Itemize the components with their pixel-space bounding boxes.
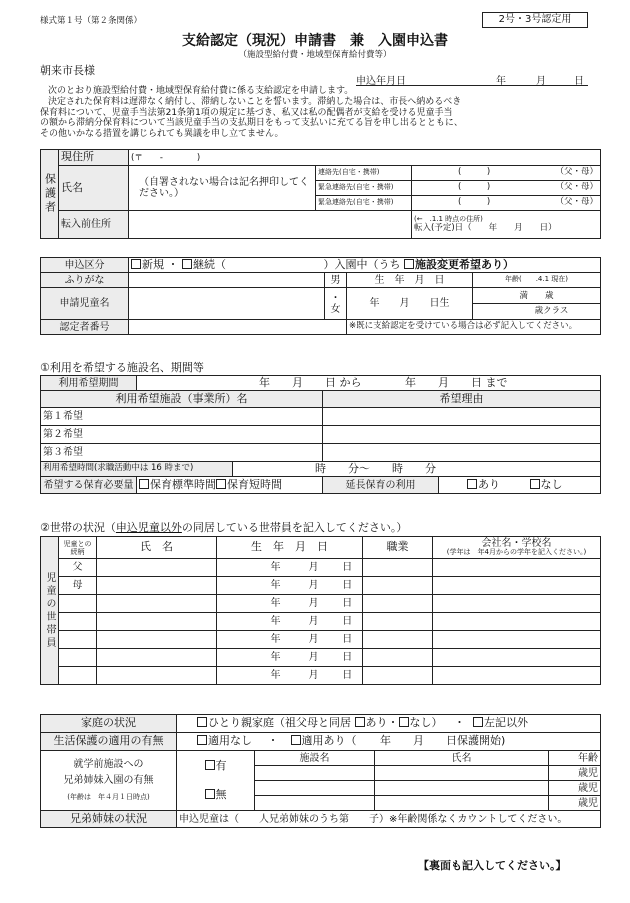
welfare-label: 生活保護の適用の有無: [41, 733, 177, 751]
household-row[interactable]: 年 月 日: [41, 667, 601, 685]
family-status-field[interactable]: ひとり親家庭（祖父母と同居 あり・ なし） ・ 左記以外: [177, 715, 601, 733]
previous-address-note[interactable]: (← .1.1 時点の住所) 転入(予定)日（ 年 月 日）: [412, 211, 601, 239]
sibling-age-header: 年齢: [549, 751, 601, 766]
sibling-yes-option[interactable]: 有: [177, 751, 255, 781]
guardian-name-field[interactable]: （自署されない場合は記名押印してください。）: [129, 166, 316, 211]
name-header: 氏 名: [97, 537, 217, 559]
section2-heading: ②世帯の状況（申込児童以外の同居している世帯員を記入してください。）: [40, 521, 408, 534]
child-name-label: 申請児童名: [41, 288, 129, 320]
emergency-contact-label-2: 緊急連絡先(自宅・携帯): [316, 196, 412, 211]
hours-field[interactable]: 時 分〜 時 分: [233, 462, 601, 477]
sibling-age-field[interactable]: 歳児: [549, 781, 601, 796]
application-type-label: 申込区分: [41, 258, 129, 273]
form-number: 様式第１号（第２条関係）: [40, 16, 143, 26]
grandparents-no-checkbox[interactable]: [399, 717, 409, 727]
sibling-facility-header: 施設名: [255, 751, 375, 766]
family-status-label: 家庭の状況: [41, 715, 177, 733]
certification-number-field[interactable]: [129, 320, 347, 335]
certification-type-box: 2号・3号認定用: [482, 12, 588, 28]
contact-label: 連絡先(自宅・携帯): [316, 166, 412, 181]
period-label: 利用希望期間: [41, 376, 137, 391]
second-reason-field[interactable]: [323, 426, 601, 444]
section1-heading: ①利用を希望する施設名、期間等: [40, 361, 204, 374]
sibling-facility-field[interactable]: [255, 796, 375, 811]
child-info-table: [40, 257, 601, 335]
sibling-name-field[interactable]: [375, 781, 549, 796]
welfare-none-checkbox[interactable]: [197, 735, 207, 745]
addressee: 朝来市長様: [40, 64, 95, 77]
previous-address-label: 転入前住所: [59, 211, 129, 239]
care-need-field[interactable]: 保育標準時間 保育短時間: [137, 477, 323, 494]
reason-header: 希望理由: [323, 391, 601, 408]
emergency-contact-label-1: 緊急連絡先(自宅・携帯): [316, 181, 412, 196]
current-address-field[interactable]: (〒 - ): [129, 150, 601, 166]
extended-no-checkbox[interactable]: [530, 479, 540, 489]
declaration-text: 次のとおり施設型給付費・地域型保育給付費に係る支給認定を申請します。 決定された保育料は遅滞なく納付し、滞納しないことを誓います。滞納した場合は、市長へ納めるべき 保育料について、児童手当法第21条第1項の規定に基づき、私又は私の配偶者が支給を受ける児童手当 の額から滞納分保育料について当該児童手当の支払期日をもって支払いに充てる旨を申し出るとともに、 その他いかなる措置を講じられても異議を申し立てません。: [40, 86, 463, 140]
footer-note: 【裏面も記入してください。】: [418, 859, 567, 872]
short-hours-checkbox[interactable]: [216, 479, 226, 489]
age-field[interactable]: 満 歳 歳クラス: [473, 288, 601, 320]
extended-care-field[interactable]: あり なし: [439, 477, 601, 494]
household-row[interactable]: 年 月 日: [41, 595, 601, 613]
sibling-facility-field[interactable]: [255, 781, 375, 796]
household-row[interactable]: 年 月 日: [41, 649, 601, 667]
household-row[interactable]: 母 年 月 日: [41, 577, 601, 595]
single-parent-checkbox[interactable]: [197, 717, 207, 727]
facility-change-checkbox[interactable]: [404, 259, 414, 269]
sibling-age-field[interactable]: 歳児: [549, 766, 601, 781]
household-table: [40, 536, 601, 685]
application-type-field[interactable]: 新規 ・ 継続（ ）入園中（うち 施設変更希望あり）: [129, 258, 601, 273]
previous-address-field[interactable]: [129, 211, 412, 239]
current-address-label: 現住所: [59, 150, 129, 166]
facility-name-header: 利用希望施設（事業所）名: [41, 391, 323, 408]
age-label: 年齢( .4.1 現在): [473, 273, 601, 288]
furigana-field[interactable]: [129, 273, 325, 288]
sex-male-option[interactable]: 男: [325, 273, 347, 288]
furigana-label: ふりがな: [41, 273, 129, 288]
other-family-checkbox[interactable]: [473, 717, 483, 727]
dob-label: 生 年 月 日: [347, 273, 473, 288]
sibling-enrollment-label: 就学前施設への 兄弟姉妹入園の有無 (年齢は 年４月１日時点): [41, 751, 177, 811]
child-name-field[interactable]: [129, 288, 325, 320]
guardian-name-label: 氏名: [59, 166, 129, 211]
application-date-field[interactable]: 申込年月日 年 月 日: [356, 72, 588, 86]
hours-label: 利用希望時間(求職活動中は 16 時まで): [41, 462, 233, 477]
household-row[interactable]: 年 月 日: [41, 613, 601, 631]
sibling-name-field[interactable]: [375, 766, 549, 781]
dob-field[interactable]: 年 月 日生: [347, 288, 473, 320]
second-choice-field[interactable]: 第２希望: [41, 426, 323, 444]
new-checkbox[interactable]: [131, 259, 141, 269]
sibling-no-option[interactable]: 無: [177, 781, 255, 811]
emergency-contact-field-1[interactable]: ( ) （父・母）: [412, 181, 601, 196]
company-header: 会社名・学校名 (学年は 年4月からの学年を記入ください。): [433, 537, 601, 559]
household-row[interactable]: 父 年 月 日: [41, 559, 601, 577]
dob-header: 生 年 月 日: [217, 537, 363, 559]
sibling-name-field[interactable]: [375, 796, 549, 811]
third-reason-field[interactable]: [323, 444, 601, 462]
period-field[interactable]: 年 月 日 から 年 月 日 まで: [137, 376, 601, 391]
certification-number-label: 認定者番号: [41, 320, 129, 335]
grandparents-yes-checkbox[interactable]: [355, 717, 365, 727]
relation-header: 児童との続柄: [59, 537, 97, 559]
sibling-status-field[interactable]: 申込児童は（ 人兄弟姉妹のうち第 子）※年齢関係なくカウントしてください。: [177, 811, 601, 828]
guardian-section-label: 保護者: [41, 150, 59, 239]
application-date-label: 申込年月日: [356, 76, 406, 87]
sibling-name-header: 氏名: [375, 751, 549, 766]
guardian-table: [40, 149, 601, 239]
certification-number-note: ※既に支給認定を受けている場合は必ず記入してください。: [347, 320, 601, 335]
sibling-age-field[interactable]: 歳児: [549, 796, 601, 811]
sex-female-option[interactable]: ・ 女: [325, 288, 347, 320]
form-subtitle: （施設型給付費・地域型保育給付費等）: [238, 50, 392, 60]
contact-field[interactable]: ( ) （父・母）: [412, 166, 601, 181]
extended-care-label: 延長保育の利用: [323, 477, 439, 494]
emergency-contact-field-2[interactable]: ( ) （父・母）: [412, 196, 601, 211]
household-side-label: 児童の世帯員: [41, 537, 59, 685]
household-status-table: [40, 714, 601, 828]
facility-preference-table: [40, 375, 601, 494]
sibling-facility-field[interactable]: [255, 766, 375, 781]
form-title: 支給認定（現況）申請書 兼 入園申込書: [182, 33, 448, 49]
continue-checkbox[interactable]: [182, 259, 192, 269]
welfare-field[interactable]: 適用なし ・ 適用あり（ 年 月 日保護開始): [177, 733, 601, 751]
first-reason-field[interactable]: [323, 408, 601, 426]
extended-yes-checkbox[interactable]: [467, 479, 477, 489]
third-choice-field[interactable]: 第３希望: [41, 444, 323, 462]
first-choice-field[interactable]: 第１希望: [41, 408, 323, 426]
standard-hours-checkbox[interactable]: [139, 479, 149, 489]
sibling-status-label: 兄弟姉妹の状況: [41, 811, 177, 828]
household-row[interactable]: 年 月 日: [41, 631, 601, 649]
occupation-header: 職業: [363, 537, 433, 559]
welfare-yes-checkbox[interactable]: [291, 735, 301, 745]
care-need-label: 希望する保育必要量: [41, 477, 137, 494]
